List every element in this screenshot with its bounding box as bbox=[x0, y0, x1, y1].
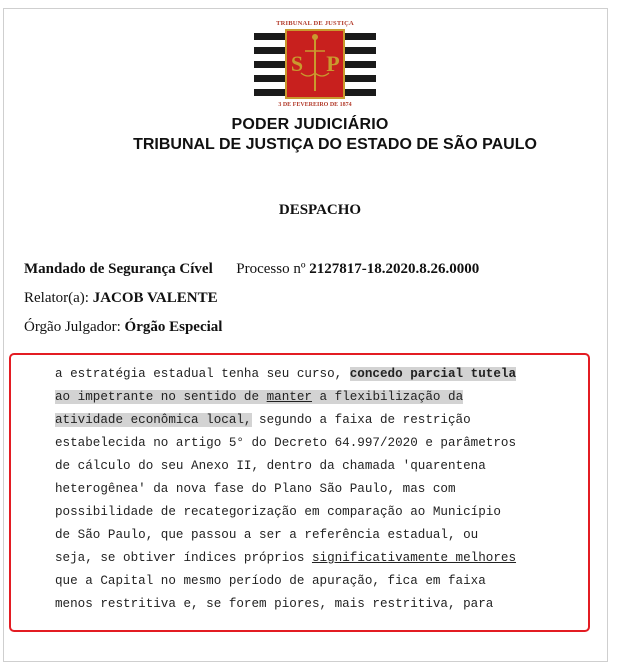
rapporteur-line bbox=[24, 290, 218, 307]
excerpt-text: segundo a faixa de restrição bbox=[251, 413, 471, 427]
court-seal bbox=[250, 20, 380, 110]
excerpt-line-6: heterogênea' da nova fase do Plano São Paulo, mas com bbox=[55, 482, 456, 496]
excerpt-line-10: que a Capital no mesmo período de apuração, fica em faixa bbox=[55, 574, 486, 588]
judging-body-label: Órgão Julgador: bbox=[24, 319, 121, 335]
case-type: Mandado de Segurança Cível bbox=[24, 261, 213, 277]
excerpt-text: a estratégia estadual tenha seu curso, bbox=[55, 367, 350, 381]
seal-letter-s: S bbox=[290, 51, 304, 76]
excerpt-line-9 bbox=[55, 551, 516, 565]
header-court: TRIBUNAL DE JUSTIÇA DO ESTADO DE SÃO PAULO bbox=[133, 136, 537, 153]
excerpt-line-3 bbox=[55, 413, 471, 427]
excerpt-text: a flexibilização da bbox=[311, 390, 464, 404]
excerpt-line-1 bbox=[55, 367, 516, 381]
process-number: 2127817-18.2020.8.26.0000 bbox=[309, 261, 480, 277]
header-judiciary: PODER JUDICIÁRIO bbox=[231, 116, 389, 133]
excerpt-line-7: possibilidade de recategorização em comparação ao Município bbox=[55, 505, 501, 519]
excerpt-line-8: de São Paulo, que passou a ser a referência estadual, ou bbox=[55, 528, 479, 542]
excerpt-line-4: estabelecida no artigo 5° do Decreto 64.997/2020 e parâmetros bbox=[55, 436, 517, 450]
underline-manter: manter bbox=[266, 390, 312, 404]
sp-flag-emblem bbox=[250, 29, 380, 101]
seal-top-text: TRIBUNAL DE JUSTIÇA bbox=[276, 20, 354, 27]
underline-significativamente: significativamente melhores bbox=[311, 551, 517, 565]
seal-bottom-text: 3 DE FEVEREIRO DE 1874 bbox=[278, 102, 352, 108]
rapporteur-label: Relator(a): bbox=[24, 290, 89, 306]
excerpt-text: ao impetrante no sentido de bbox=[55, 390, 267, 404]
excerpt-line-2 bbox=[55, 390, 463, 404]
rapporteur-name: JACOB VALENTE bbox=[92, 290, 218, 306]
highlight-atividade: atividade econômica local, bbox=[55, 413, 252, 427]
highlight-concedo: concedo parcial tutela bbox=[349, 367, 517, 381]
judging-body-line bbox=[24, 319, 222, 336]
case-type-line bbox=[24, 261, 479, 278]
excerpt-line-11: menos restritiva e, se forem piores, mais restritiva, para bbox=[55, 597, 494, 611]
excerpt-text: seja, se obtiver índices próprios bbox=[55, 551, 312, 565]
process-label: Processo nº bbox=[236, 261, 306, 277]
judging-body-name: Órgão Especial bbox=[124, 319, 223, 335]
excerpt-line-5: de cálculo do seu Anexo II, dentro da chamada 'quarentena bbox=[55, 459, 486, 473]
seal-letter-p: P bbox=[326, 51, 340, 76]
document-title: DESPACHO bbox=[278, 202, 362, 218]
